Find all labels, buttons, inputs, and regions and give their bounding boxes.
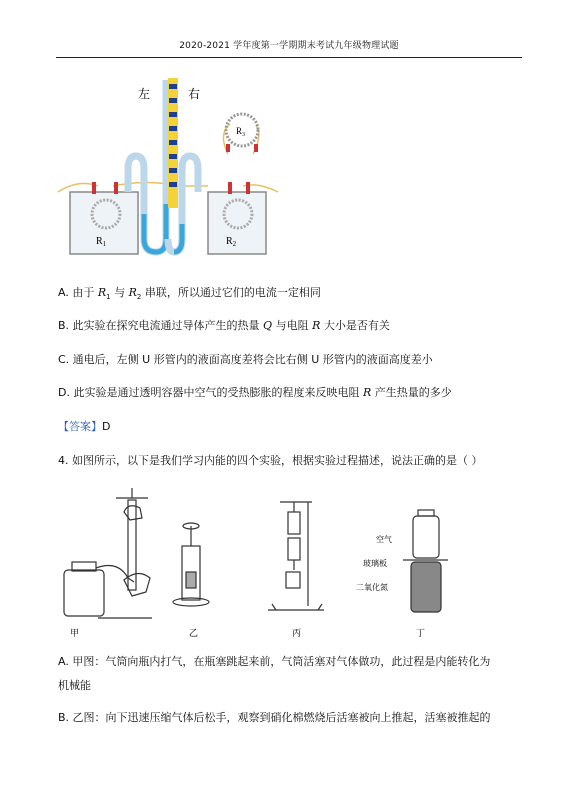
page-header: 2020-2021 学年度第一学期期末考试九年级物理试题 xyxy=(56,38,522,58)
r1-label: $R_1$ xyxy=(96,236,107,248)
option-c: C. 通电后，左侧 U 形管内的液面高度差将会比右侧 U 形管内的液面高度差小 xyxy=(58,353,433,366)
right-label: 右 xyxy=(188,87,201,101)
answer: 【答案】D xyxy=(58,420,111,433)
option-d: D. 此实验是通过透明容器中空气的受热膨胀的程度来反映电阻 R 产生热量的多少 xyxy=(58,386,452,399)
label-glass: 玻璃板 xyxy=(363,559,387,568)
label-no2: 二氧化氮 xyxy=(356,583,388,592)
label-bing: 丙 xyxy=(292,629,302,639)
internal-energy-experiments-figure xyxy=(58,486,510,642)
option-b: B. 此实验在探究电流通过导体产生的热量 Q 与电阻 R 大小是否有关 xyxy=(58,319,390,332)
option-a: A. 由于 $R_1$ 与 $R_2$ 串联，所以通过它们的电流一定相同 xyxy=(58,286,321,302)
label-jia: 甲 xyxy=(70,629,80,639)
joule-heat-apparatus-figure xyxy=(58,74,278,262)
r3-label: $R_3$ xyxy=(236,126,246,138)
label-air: 空气 xyxy=(376,535,392,544)
label-ding: 丁 xyxy=(416,629,426,639)
q4-option-a-line1: A. 甲图：气筒向瓶内打气，在瓶塞跳起来前，气筒活塞对气体做功，此过程是内能转化为 xyxy=(58,655,491,668)
q4-option-b-line1: B. 乙图：向下迅速压缩气体后松手，观察到硝化棉燃烧后活塞被向上推起，活塞被推起的 xyxy=(58,711,491,724)
question-4: 4. 如图所示，以下是我们学习内能的四个实验，根据实验过程描述，说法正确的是（ ） xyxy=(58,454,483,467)
r2-label: $R_2$ xyxy=(226,236,237,248)
label-yi: 乙 xyxy=(189,629,199,639)
left-label: 左 xyxy=(138,87,151,101)
q4-option-a-line2: 机械能 xyxy=(58,679,91,692)
